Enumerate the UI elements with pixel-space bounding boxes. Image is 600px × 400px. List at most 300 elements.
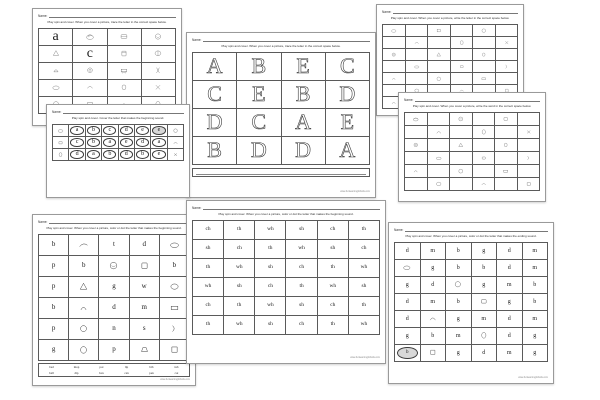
grid-cell-picture[interactable]	[168, 137, 184, 149]
name-write-line[interactable]	[393, 9, 518, 14]
grid-cell-letter[interactable]	[523, 294, 549, 311]
name-write-line[interactable]	[203, 37, 370, 42]
grid-cell-digraph[interactable]	[224, 240, 255, 259]
grid-cell-picture[interactable]	[496, 61, 519, 73]
grid-cell-chip[interactable]	[135, 137, 151, 149]
grid-cell-chip[interactable]	[69, 149, 85, 161]
grid-cell[interactable]	[406, 73, 429, 85]
grid-cell[interactable]	[495, 126, 518, 139]
grid-cell-picture[interactable]	[495, 165, 518, 178]
grid-cell-letter[interactable]	[523, 243, 549, 260]
grid-cell-letter[interactable]	[523, 260, 549, 277]
name-write-line[interactable]	[49, 219, 190, 224]
grid-cell-chip[interactable]	[86, 125, 102, 137]
grid-cell-digraph[interactable]	[318, 221, 349, 240]
letter-chip[interactable]: a	[70, 126, 83, 135]
activity-grid[interactable]	[38, 28, 176, 114]
grid-cell-letter[interactable]	[130, 298, 160, 319]
grid-cell-letter[interactable]	[282, 81, 326, 109]
grid-cell-letter[interactable]	[421, 277, 447, 294]
grid-cell-picture[interactable]	[473, 49, 496, 61]
grid-cell[interactable]	[406, 25, 429, 37]
grid-cell-letter[interactable]	[472, 277, 498, 294]
grid-cell-digraph[interactable]	[286, 316, 317, 335]
grid-cell-digraph[interactable]	[286, 259, 317, 278]
grid-cell-letter[interactable]	[446, 311, 472, 328]
grid-cell-chip[interactable]	[151, 125, 167, 137]
grid-cell-digraph[interactable]	[318, 240, 349, 259]
grid-cell-letter[interactable]	[446, 345, 472, 362]
grid-cell-picture[interactable]	[69, 235, 99, 256]
grid-cell-digraph[interactable]	[224, 278, 255, 297]
grid-cell-chip[interactable]	[102, 125, 118, 137]
grid-cell[interactable]	[518, 113, 541, 126]
grid-cell-letter[interactable]	[446, 328, 472, 345]
grid-cell-digraph[interactable]	[255, 221, 286, 240]
grid-cell-letter[interactable]	[39, 277, 69, 298]
grid-cell[interactable]	[450, 152, 473, 165]
grid-cell-picture[interactable]	[405, 165, 428, 178]
cell-letter: d	[405, 315, 409, 322]
grid-cell-letter[interactable]	[326, 53, 370, 81]
cell-letter: ch	[205, 226, 211, 233]
letter-chip[interactable]: c	[70, 138, 83, 147]
grid-cell-letter[interactable]	[446, 260, 472, 277]
cell-letter: wh	[267, 226, 274, 233]
grid-cell-picture[interactable]	[108, 46, 142, 63]
grid-cell-picture[interactable]	[450, 165, 473, 178]
grid-cell-chip[interactable]	[69, 125, 85, 137]
grid-cell-letter[interactable]	[130, 319, 160, 340]
grid-cell-letter[interactable]	[237, 109, 281, 137]
grid-cell-picture[interactable]	[451, 61, 474, 73]
grid-cell-letter[interactable]	[395, 328, 421, 345]
cell-letter: g	[533, 332, 537, 339]
chip-row-2[interactable]	[52, 137, 184, 149]
grid-cell-digraph[interactable]	[286, 297, 317, 316]
grid-cell-letter[interactable]	[395, 294, 421, 311]
grid-cell-picture[interactable]	[383, 49, 406, 61]
grid-cell-picture[interactable]	[421, 345, 447, 362]
grid-cell-picture[interactable]	[69, 340, 99, 361]
letter-chip[interactable]: a	[87, 150, 100, 159]
grid-cell-letter[interactable]	[523, 328, 549, 345]
cell-letter: b	[172, 261, 177, 270]
grid-cell-digraph[interactable]	[318, 297, 349, 316]
name-write-line[interactable]	[405, 227, 548, 232]
worksheet-right-middle[interactable]	[398, 92, 546, 202]
grid-cell-letter[interactable]	[472, 243, 498, 260]
grid-cell-digraph[interactable]	[255, 297, 286, 316]
grid-cell-picture[interactable]	[108, 63, 142, 80]
grid-cell-letter[interactable]	[421, 328, 447, 345]
grid-cell-letter[interactable]	[497, 260, 523, 277]
grid-cell-picture[interactable]	[142, 63, 176, 80]
letter-chip[interactable]: a	[152, 138, 165, 147]
grid-cell-picture[interactable]	[383, 73, 406, 85]
grid-cell-letter[interactable]	[282, 53, 326, 81]
grid-cell-letter[interactable]	[193, 109, 237, 137]
grid-cell-digraph[interactable]	[349, 278, 380, 297]
letter-chip[interactable]: d	[120, 150, 133, 159]
grid-cell-picture[interactable]	[473, 152, 496, 165]
clipart-icon	[521, 180, 536, 188]
grid-cell-chip[interactable]	[135, 125, 151, 137]
clipart-icon	[408, 141, 423, 149]
grid-cell[interactable]	[39, 29, 73, 46]
grid-cell-letter[interactable]	[39, 256, 69, 277]
grid-cell-digraph[interactable]	[349, 297, 380, 316]
grid-cell-letter[interactable]	[395, 311, 421, 328]
name-field-row	[382, 9, 518, 14]
grid-cell[interactable]	[518, 139, 541, 152]
grid-cell-picture[interactable]	[73, 80, 107, 97]
grid-cell-picture[interactable]	[168, 125, 184, 137]
grid-cell[interactable]	[450, 178, 473, 191]
clipart-icon	[431, 180, 446, 188]
grid-cell-picture[interactable]	[142, 29, 176, 46]
grid-cell-letter[interactable]	[472, 345, 498, 362]
cell-letter: ch	[330, 302, 336, 309]
grid-cell[interactable]	[405, 126, 428, 139]
letter-chip[interactable]: b	[103, 150, 116, 159]
grid-cell-letter[interactable]	[421, 294, 447, 311]
instructions-text: Play spin and cover. When you cover a picture, color or dot the letter that makes the ending sound.	[405, 234, 537, 238]
cell-letter: d	[112, 303, 116, 312]
grid-cell-letter[interactable]	[523, 311, 549, 328]
grid-cell-picture[interactable]	[473, 178, 496, 191]
grid-cell[interactable]	[73, 46, 107, 63]
instructions-text: Play spin and cover. When you cover a picture, trace the letter in the correct space below.	[47, 20, 167, 24]
grid-cell-digraph[interactable]	[286, 221, 317, 240]
grid-cell-chip[interactable]	[151, 149, 167, 161]
worksheet-dotted-letters[interactable]	[186, 32, 376, 198]
worksheet-letter-chips[interactable]	[46, 104, 190, 198]
name-write-line[interactable]	[63, 109, 184, 114]
grid-cell-letter[interactable]	[99, 235, 129, 256]
grid-cell-picture[interactable]	[69, 277, 99, 298]
grid-cell-letter[interactable]	[193, 53, 237, 81]
grid-cell-chip[interactable]	[395, 345, 421, 362]
grid-cell-chip[interactable]	[119, 149, 135, 161]
cell-letter: sh	[268, 264, 273, 271]
chip-row-3[interactable]	[52, 149, 184, 161]
grid-cell[interactable]	[428, 139, 451, 152]
grid-cell-chip[interactable]	[86, 149, 102, 161]
grid-cell-letter[interactable]	[472, 311, 498, 328]
grid-cell-picture[interactable]	[395, 260, 421, 277]
grid-cell-letter[interactable]	[523, 345, 549, 362]
name-field-row	[38, 219, 190, 224]
grid-cell-picture[interactable]	[428, 73, 451, 85]
grid-cell-letter[interactable]	[237, 137, 281, 165]
grid-cell-letter[interactable]	[497, 311, 523, 328]
grid-cell-digraph[interactable]	[193, 278, 224, 297]
grid-cell[interactable]	[451, 49, 474, 61]
grid-cell[interactable]	[473, 113, 496, 126]
grid-cell-letter[interactable]	[523, 277, 549, 294]
grid-cell-picture[interactable]	[108, 80, 142, 97]
worksheet-digraphs[interactable]	[186, 200, 386, 364]
instructions-text: Play spin and cover. When you cover a picture, write the letter in the correct space below.	[390, 16, 510, 20]
grid-cell-letter[interactable]	[193, 81, 237, 109]
grid-cell-picture[interactable]	[495, 113, 518, 126]
grid-cell-picture[interactable]	[73, 29, 107, 46]
grid-cell[interactable]	[383, 61, 406, 73]
grid-cell-picture[interactable]	[130, 340, 160, 361]
grid-cell-digraph[interactable]	[349, 316, 380, 335]
grid-cell-picture[interactable]	[406, 61, 429, 73]
grid-cell-picture[interactable]	[69, 298, 99, 319]
grid-cell-letter[interactable]	[99, 277, 129, 298]
grid-cell-digraph[interactable]	[255, 316, 286, 335]
grid-cell-picture[interactable]	[518, 126, 541, 139]
grid-cell-letter[interactable]	[446, 294, 472, 311]
grid-cell-digraph[interactable]	[318, 259, 349, 278]
grid-cell-chip[interactable]	[102, 149, 118, 161]
grid-cell-digraph[interactable]	[255, 259, 286, 278]
activity-grid[interactable]	[38, 234, 190, 361]
grid-cell-chip[interactable]	[119, 125, 135, 137]
grid-cell-chip[interactable]	[86, 137, 102, 149]
grid-cell-picture[interactable]	[53, 137, 69, 149]
grid-cell-digraph[interactable]	[255, 240, 286, 259]
grid-cell-digraph[interactable]	[224, 221, 255, 240]
letter-chip[interactable]: a	[103, 138, 116, 147]
activity-grid[interactable]	[192, 220, 380, 335]
word-bank-word: mop	[73, 364, 80, 369]
grid-cell-letter[interactable]	[326, 81, 370, 109]
grid-cell-digraph[interactable]	[193, 259, 224, 278]
cell-letter: wh	[298, 245, 305, 252]
grid-cell[interactable]	[451, 25, 474, 37]
grid-cell[interactable]	[428, 113, 451, 126]
grid-cell-picture[interactable]	[473, 25, 496, 37]
grid-cell-letter[interactable]	[497, 328, 523, 345]
grid-cell-letter[interactable]	[395, 277, 421, 294]
grid-cell-chip[interactable]	[69, 137, 85, 149]
grid-cell-picture[interactable]	[142, 80, 176, 97]
grid-cell-picture[interactable]	[405, 139, 428, 152]
grid-cell-chip[interactable]	[102, 137, 118, 149]
activity-grid[interactable]	[394, 242, 548, 362]
grid-cell-picture[interactable]	[428, 49, 451, 61]
grid-cell-letter[interactable]	[69, 256, 99, 277]
grid-cell-digraph[interactable]	[193, 221, 224, 240]
grid-cell-picture[interactable]	[450, 113, 473, 126]
letter-chip-marked[interactable]: b	[397, 347, 418, 359]
grid-cell-picture[interactable]	[472, 328, 498, 345]
letter-chip[interactable]: c	[103, 126, 116, 135]
grid-cell-digraph[interactable]	[224, 259, 255, 278]
grid-cell[interactable]	[405, 178, 428, 191]
letter-chip[interactable]: d	[120, 126, 133, 135]
grid-cell-digraph[interactable]	[286, 240, 317, 259]
name-write-line[interactable]	[203, 205, 380, 210]
grid-cell-picture[interactable]	[450, 139, 473, 152]
grid-cell[interactable]	[428, 37, 451, 49]
grid-cell-letter[interactable]	[39, 319, 69, 340]
grid-cell-digraph[interactable]	[286, 278, 317, 297]
grid-cell[interactable]	[473, 165, 496, 178]
grid-cell-letter[interactable]	[472, 260, 498, 277]
grid-cell-picture[interactable]	[428, 25, 451, 37]
grid-cell[interactable]	[473, 139, 496, 152]
grid-cell-picture[interactable]	[99, 256, 129, 277]
grid-cell[interactable]	[518, 165, 541, 178]
grid-cell-letter[interactable]	[497, 243, 523, 260]
grid-cell-digraph[interactable]	[349, 240, 380, 259]
grid-cell-letter[interactable]	[130, 277, 160, 298]
grid-cell-picture[interactable]	[69, 319, 99, 340]
cell-letter: th	[205, 321, 211, 328]
grid-cell-digraph[interactable]	[193, 240, 224, 259]
grid-cell-letter[interactable]	[497, 277, 523, 294]
grid-cell-letter[interactable]	[237, 53, 281, 81]
grid-cell-letter[interactable]	[326, 109, 370, 137]
name-write-line[interactable]	[49, 13, 176, 18]
grid-cell-digraph[interactable]	[349, 259, 380, 278]
cell-letter: A	[206, 53, 223, 79]
grid-cell-letter[interactable]	[446, 243, 472, 260]
grid-cell-letter[interactable]	[39, 235, 69, 256]
grid-cell-picture[interactable]	[495, 139, 518, 152]
answer-strip[interactable]	[192, 168, 370, 177]
grid-cell-picture[interactable]	[73, 63, 107, 80]
name-write-line[interactable]	[415, 97, 540, 102]
grid-cell[interactable]	[450, 126, 473, 139]
grid-cell-letter[interactable]	[421, 260, 447, 277]
grid-cell-letter[interactable]	[421, 243, 447, 260]
grid-cell[interactable]	[496, 25, 519, 37]
letter-chip[interactable]: b	[87, 126, 100, 135]
grid-cell-chip[interactable]	[119, 137, 135, 149]
grid-cell-picture[interactable]	[428, 178, 451, 191]
name-field-row	[394, 227, 548, 232]
grid-cell-picture[interactable]	[405, 113, 428, 126]
name-field-row	[192, 37, 370, 42]
grid-cell-picture[interactable]	[108, 29, 142, 46]
grid-cell-letter[interactable]	[282, 137, 326, 165]
clipart-icon	[170, 127, 181, 134]
grid-cell-picture[interactable]	[451, 37, 474, 49]
grid-cell-chip[interactable]	[151, 137, 167, 149]
chip-row-1[interactable]	[52, 124, 184, 137]
grid-cell[interactable]	[473, 37, 496, 49]
grid-cell-picture[interactable]	[473, 126, 496, 139]
grid-cell-letter[interactable]	[282, 109, 326, 137]
grid-cell-picture[interactable]	[428, 152, 451, 165]
grid-cell-digraph[interactable]	[349, 221, 380, 240]
grid-cell-letter[interactable]	[193, 137, 237, 165]
grid-cell-picture[interactable]	[428, 126, 451, 139]
grid-cell-picture[interactable]	[168, 149, 184, 161]
grid-cell-letter[interactable]	[99, 319, 129, 340]
worksheet-beginning-sounds[interactable]	[32, 214, 196, 386]
grid-cell-letter[interactable]	[395, 243, 421, 260]
grid-cell[interactable]	[428, 61, 451, 73]
grid-cell-picture[interactable]	[130, 256, 160, 277]
grid-cell[interactable]	[495, 152, 518, 165]
grid-cell-picture[interactable]	[39, 63, 73, 80]
letter-chip[interactable]: d	[70, 150, 83, 159]
grid-cell[interactable]	[496, 49, 519, 61]
word-bank-word: box	[99, 370, 104, 375]
grid-cell-digraph[interactable]	[255, 278, 286, 297]
grid-cell[interactable]	[495, 178, 518, 191]
letter-chip[interactable]: e	[136, 126, 149, 135]
grid-cell[interactable]	[451, 73, 474, 85]
grid-cell-picture[interactable]	[421, 311, 447, 328]
grid-cell-letter[interactable]	[39, 340, 69, 361]
grid-cell-digraph[interactable]	[224, 297, 255, 316]
grid-cell-letter[interactable]	[99, 298, 129, 319]
grid-cell-picture[interactable]	[142, 46, 176, 63]
grid-cell-picture[interactable]	[39, 80, 73, 97]
grid-cell[interactable]	[383, 37, 406, 49]
grid-cell-picture[interactable]	[518, 178, 541, 191]
name-field-row	[404, 97, 540, 102]
grid-cell-picture[interactable]	[39, 46, 73, 63]
grid-cell-picture[interactable]	[518, 152, 541, 165]
grid-cell-letter[interactable]	[497, 294, 523, 311]
activity-grid[interactable]	[192, 52, 370, 165]
letter-chip[interactable]: d	[136, 138, 149, 147]
grid-cell[interactable]	[406, 49, 429, 61]
letter-chip[interactable]: e	[152, 150, 165, 159]
grid-cell[interactable]	[405, 152, 428, 165]
grid-cell-picture[interactable]	[446, 277, 472, 294]
grid-cell-picture[interactable]	[473, 73, 496, 85]
grid-cell-digraph[interactable]	[224, 316, 255, 335]
grid-cell-picture[interactable]	[496, 37, 519, 49]
grid-cell-picture[interactable]	[383, 25, 406, 37]
grid-cell-letter[interactable]	[99, 340, 129, 361]
grid-cell-letter[interactable]	[39, 298, 69, 319]
footer-credit: www.funlearningforkids.com	[160, 378, 190, 381]
grid-cell-chip[interactable]	[135, 149, 151, 161]
letter-chip[interactable]: b	[87, 138, 100, 147]
grid-cell-digraph[interactable]	[193, 297, 224, 316]
letter-chip-marked[interactable]: e	[152, 126, 165, 135]
grid-cell-letter[interactable]	[237, 81, 281, 109]
grid-cell-picture[interactable]	[406, 37, 429, 49]
grid-cell[interactable]	[473, 61, 496, 73]
cell-letter: B	[295, 81, 311, 107]
grid-cell-letter[interactable]	[497, 345, 523, 362]
grid-cell-picture[interactable]	[53, 125, 69, 137]
worksheet-ending-sounds[interactable]	[388, 222, 554, 384]
cell-letter: m	[532, 247, 538, 254]
grid-cell-letter[interactable]	[130, 235, 160, 256]
grid-cell-picture[interactable]	[53, 149, 69, 161]
clipart-icon	[476, 180, 491, 188]
grid-cell-letter[interactable]	[326, 137, 370, 165]
grid-cell[interactable]	[428, 165, 451, 178]
grid-cell[interactable]	[496, 73, 519, 85]
grid-cell-digraph[interactable]	[193, 316, 224, 335]
letter-chip[interactable]: e	[120, 138, 133, 147]
cell-letter: g	[507, 298, 511, 305]
grid-cell-picture[interactable]	[472, 294, 498, 311]
grid-cell-digraph[interactable]	[318, 278, 349, 297]
cell-letter: ch	[267, 283, 273, 290]
clipart-icon	[408, 115, 423, 123]
write-line[interactable]	[196, 170, 366, 175]
grid-cell-digraph[interactable]	[318, 316, 349, 335]
activity-grid[interactable]	[404, 112, 540, 191]
letter-chip[interactable]: b	[136, 150, 149, 159]
